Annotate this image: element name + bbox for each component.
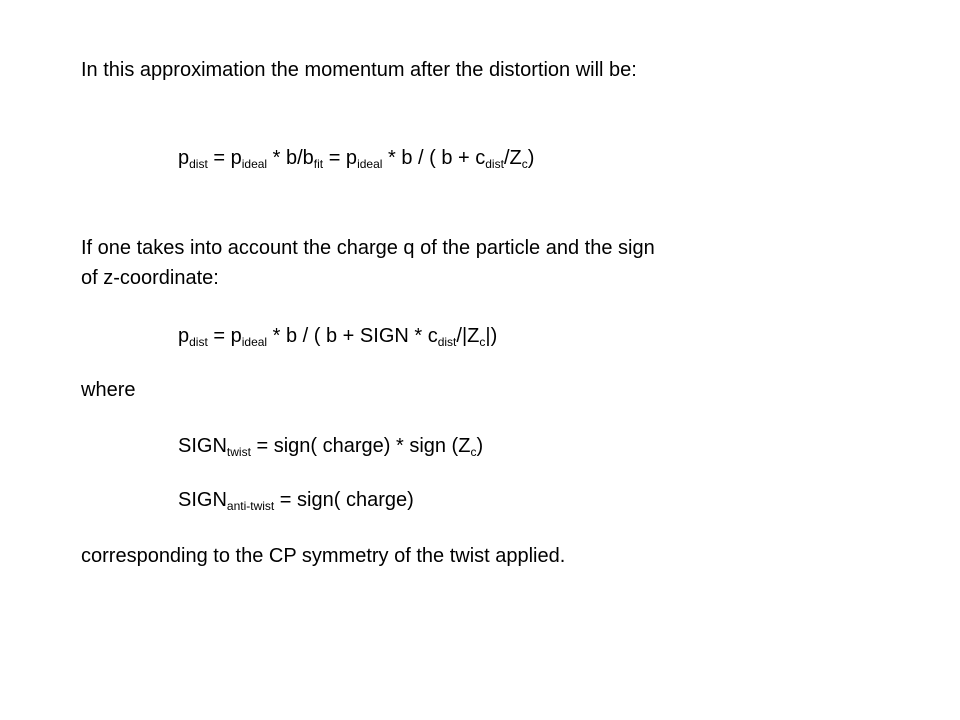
sign-twist-sub: twist	[226, 445, 251, 459]
sign-twist-text-2: )	[476, 435, 484, 457]
eq2-p: p	[178, 325, 190, 347]
paragraph-charge-line-1: If one takes into account the charge q of the particle and the sign	[81, 237, 655, 259]
eq2-sub-ideal: ideal	[241, 335, 268, 349]
eq2-sub-c: c	[479, 335, 486, 349]
eq1-sub-c: c	[521, 157, 528, 171]
intro-text: In this approximation the momentum after the distortion will be:	[81, 59, 637, 81]
equation-momentum-sign	[178, 324, 497, 348]
paragraph-charge-line-2: of z-coordinate:	[81, 267, 219, 289]
sign-twist-text-1: = sign( charge) * sign (Z	[250, 435, 471, 457]
sign-anti-sub: anti-twist	[226, 499, 275, 513]
equation-momentum-distortion	[178, 146, 534, 170]
eq1-sub-fit: fit	[313, 157, 324, 171]
eq1-text-2: * b/b	[267, 147, 314, 169]
eq2-text-1: = p	[207, 325, 242, 347]
conclusion-text: corresponding to the CP symmetry of the twist applied.	[81, 545, 566, 567]
eq1-text-6: )	[527, 147, 535, 169]
eq2-sub-dist: dist	[189, 335, 208, 349]
eq2-text-2: * b / ( b + SIGN * c	[267, 325, 438, 347]
where-label: where	[81, 379, 136, 401]
eq2-text-3: /|Z	[456, 325, 480, 347]
eq1-sub-dist-2: dist	[485, 157, 504, 171]
sign-anti-text-1: = sign( charge)	[274, 489, 414, 511]
sign-twist-sub-c: c	[470, 445, 477, 459]
eq1-sub-dist: dist	[189, 157, 208, 171]
sign-twist-label: SIGN	[178, 435, 227, 457]
eq1-sub-ideal: ideal	[241, 157, 268, 171]
eq2-text-4: |)	[485, 325, 498, 347]
eq1-text-4: * b / ( b + c	[382, 147, 486, 169]
sign-anti-label: SIGN	[178, 489, 227, 511]
eq1-text-1: = p	[207, 147, 242, 169]
eq1-p: p	[178, 147, 190, 169]
equation-sign-anti-twist	[178, 488, 414, 512]
eq1-text-5: /Z	[503, 147, 522, 169]
eq1-text-3: = p	[323, 147, 358, 169]
eq1-sub-ideal-2: ideal	[357, 157, 383, 171]
eq2-sub-dist-2: dist	[437, 335, 457, 349]
equation-sign-twist	[178, 434, 483, 458]
